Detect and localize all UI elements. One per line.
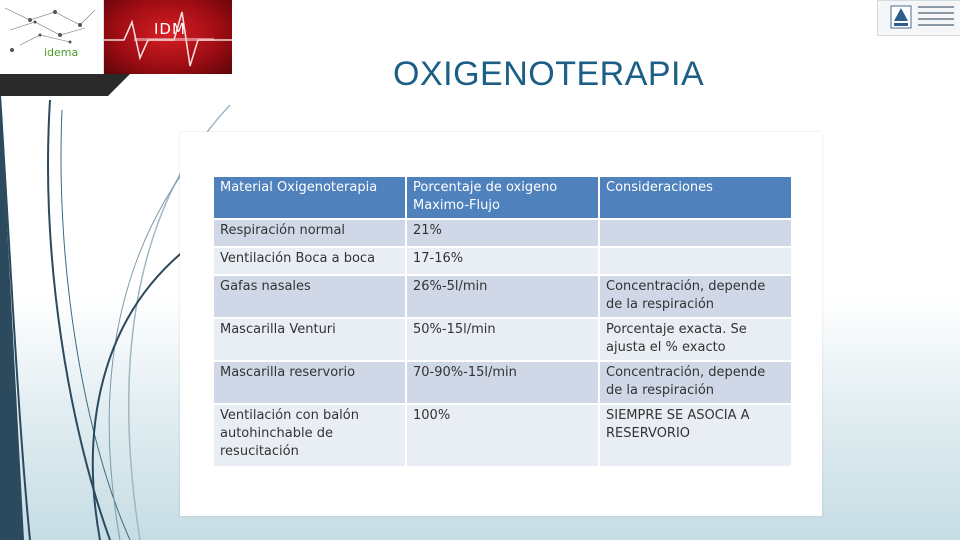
idm-logo-text: IDM [154,20,186,38]
table-row [213,275,792,318]
table-cell: Concentración, depende de la respiración [599,275,792,318]
table-cell: Concentración, depende de la respiración [599,361,792,404]
page-title: OXIGENOTERAPIA [393,55,705,93]
table-cell: Mascarilla reservorio [213,361,406,404]
header-black-tab [0,74,130,96]
idema-logo [0,0,104,74]
table-row [213,361,792,404]
table-cell: 100% [406,404,599,467]
idema-logo-text: idema [44,46,79,59]
table-row [213,404,792,467]
table-row [213,219,792,247]
table-cell: Ventilación con balón autohinchable de resucitación [213,404,406,467]
table-cell: Respiración normal [213,219,406,247]
table-cell: 50%-15l/min [406,318,599,361]
table-cell: 70-90%-15l/min [406,361,599,404]
oxygen-therapy-table [212,175,793,468]
idm-logo-subline [134,38,214,41]
table-cell: Porcentaje exacta. Se ajusta el % exacto [599,318,792,361]
certification-seal-icon [890,5,912,29]
certification-badge [877,0,960,36]
table-row [213,318,792,361]
idm-logo [104,0,232,74]
table-row [213,247,792,275]
table-cell [599,247,792,275]
column-header-percentage: Porcentaje de oxigeno Maximo-Flujo [406,176,599,219]
network-graphic-icon [0,0,103,74]
column-header-considerations: Consideraciones [599,176,792,219]
table-cell: 21% [406,219,599,247]
table-cell: 17-16% [406,247,599,275]
table-header-row [213,176,792,219]
table-cell: Mascarilla Venturi [213,318,406,361]
table-cell: Gafas nasales [213,275,406,318]
table-cell: SIEMPRE SE ASOCIA A RESERVORIO [599,404,792,467]
column-header-material: Material Oxigenoterapia [213,176,406,219]
table-cell [599,219,792,247]
certification-text-lines [918,6,954,30]
table-cell: 26%-5l/min [406,275,599,318]
table-cell: Ventilación Boca a boca [213,247,406,275]
